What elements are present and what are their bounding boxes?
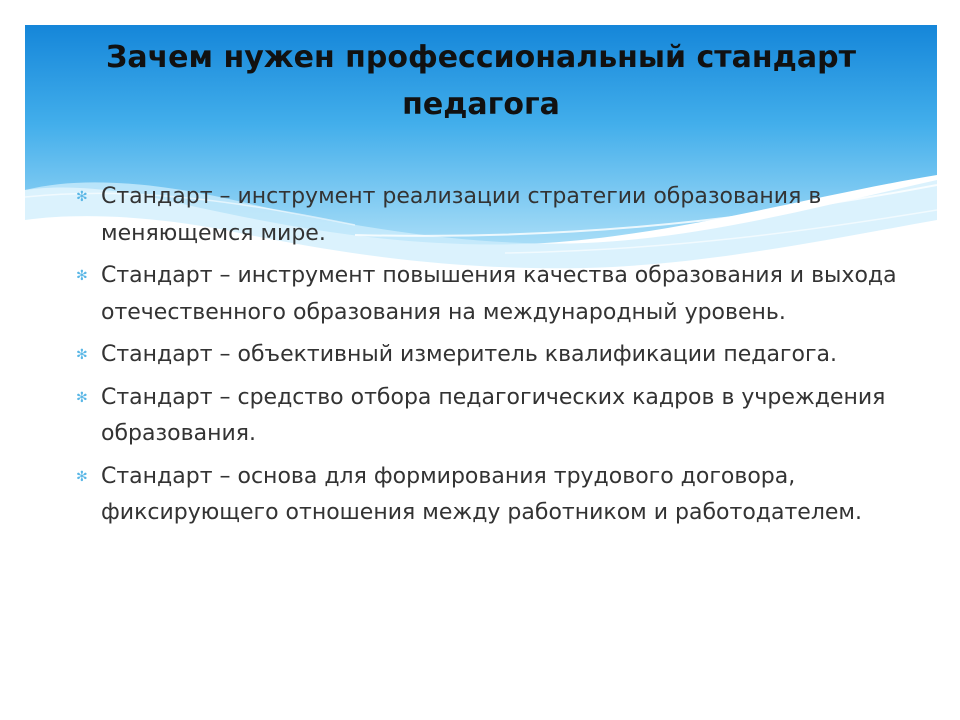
asterisk-bullet-icon: ✻ (76, 389, 88, 406)
bullet-item (76, 258, 916, 331)
bullet-item (76, 459, 916, 532)
asterisk-bullet-icon: ✻ (76, 468, 88, 485)
bullet-text: Стандарт – средство отбора педагогических кадров в учреждения образования. (101, 384, 886, 446)
asterisk-bullet-icon: ✻ (76, 268, 88, 284)
slide-title: Зачем нужен профессиональный стандарт педагога (106, 40, 856, 122)
bullet-list (76, 179, 916, 538)
asterisk-bullet-icon: ✻ (76, 189, 88, 205)
bullet-text: Стандарт – основа для формирования трудового договора, фиксирующего отношения между работником и работодателем. (101, 463, 863, 525)
bullet-text: Стандарт – объективный измеритель квалификации педагога. (101, 342, 837, 367)
bullet-text: Стандарт – инструмент реализации стратегии образования в меняющемся мире. (101, 184, 822, 246)
asterisk-bullet-icon: ✻ (76, 347, 88, 363)
bullet-item (76, 179, 916, 252)
bullet-item (76, 380, 916, 453)
bullet-item (76, 337, 916, 374)
bullet-text: Стандарт – инструмент повышения качества образования и выхода отечественного образования на международный уровень. (101, 263, 897, 325)
